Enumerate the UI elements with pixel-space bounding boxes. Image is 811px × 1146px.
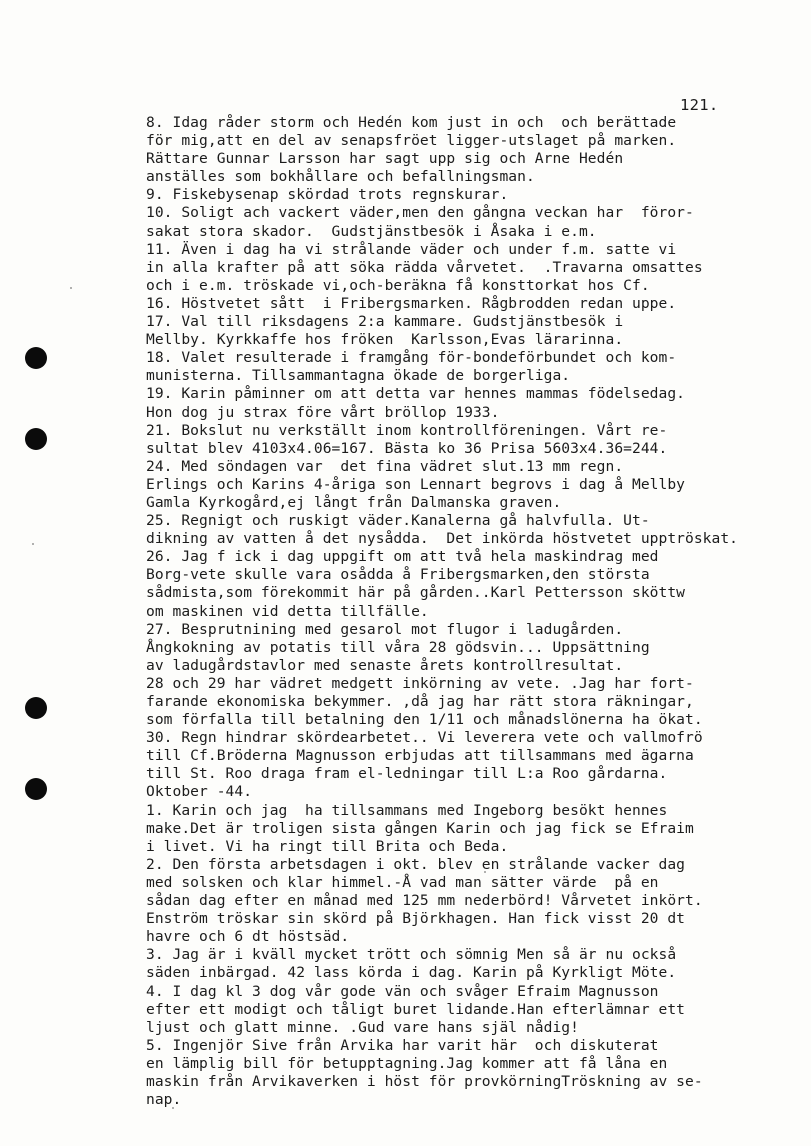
text-line: säden inbärgad. 42 lass körda i dag. Karin på Kyrkligt Möte.: [146, 964, 677, 982]
text-line: efter ett modigt och tåligt buret lidande.Han efterlämnar ett: [146, 1000, 686, 1018]
text-line: maskin från Arvikaverken i höst för provkörningTröskning av se-: [146, 1072, 703, 1090]
speck: [32, 543, 34, 545]
punch-hole: [25, 428, 47, 450]
text-line: 21. Bokslut nu verkställt inom kontrollföreningen. Vårt re-: [146, 421, 668, 439]
text-line: 27. Besprutnining med gesarol mot flugor i ladugården.: [146, 620, 624, 638]
text-line: 25. Regnigt och ruskigt väder.Kanalerna gå halvfulla. Ut-: [146, 512, 650, 530]
text-line: av ladugårdstavlor med senaste årets kontrollresultat.: [146, 656, 624, 674]
text-line: anställes som bokhållare och befallningsman.: [146, 168, 535, 186]
text-line: Ångkokning av potatis till våra 28 gödsvin... Uppsättning: [146, 638, 650, 656]
text-line: en lämplig bill för betupptagning.Jag kommer att få låna en: [146, 1054, 668, 1072]
page-number: 121.: [680, 96, 719, 114]
text-line: och i e.m. tröskade vi,och-beräkna få konsttorkat hos Cf.: [146, 276, 650, 294]
text-line: 16. Höstvetet sått i Fribergsmarken. Rågbrodden redan uppe.: [146, 294, 677, 312]
text-line: 11. Även i dag ha vi strålande väder och under f.m. satte vi: [146, 240, 677, 258]
text-line: som förfalla till betalning den 1/11 och månadslönerna ha ökat.: [146, 711, 703, 729]
text-line: farande ekonomiska bekymmer. ,då jag har rätt stora räkningar,: [146, 693, 694, 710]
text-line: 4. I dag kl 3 dog vår gode vän och svåger Efraim Magnusson: [146, 982, 659, 1000]
punch-hole: [25, 778, 47, 800]
text-line: till Cf.Bröderna Magnusson erbjudas att tillsammans med ägarna: [146, 747, 694, 765]
text-line: sakat stora skador. Gudstjänstbesök i Åsaka i e.m.: [146, 222, 597, 240]
text-line: om maskinen vid detta tillfälle.: [146, 602, 429, 620]
text-line: 1. Karin och jag ha tillsammans med Ingeborg besökt hennes: [146, 801, 668, 819]
text-line: sådmista,som förekommit här på gården..Karl Pettersson sköttw: [146, 584, 686, 602]
punch-hole: [25, 347, 47, 369]
text-line: Erlings och Karins 4-åriga son Lennart begrovs i dag å Mellby: [146, 475, 686, 493]
text-line: Borg-vete skulle vara osådda å Fribergsmarken,den största: [146, 566, 650, 584]
text-line: 28 och 29 har vädret medgett inkörning av vete. .Jag har fort-: [146, 674, 694, 692]
text-line: till St. Roo draga fram el-ledningar till L:a Roo gårdarna.: [146, 765, 668, 783]
text-line: dikning av vatten å det nysådda. Det inkörda höstvetet upptröskat.: [146, 530, 739, 548]
text-line: munisterna. Tillsammantagna ökade de borgerliga.: [146, 367, 571, 385]
text-line: 17. Val till riksdagens 2:a kammare. Gudstjänstbesök i: [146, 313, 624, 331]
text-line: för mig,att en del av senapsfröet ligger-utslaget på marken.: [146, 132, 677, 150]
text-line: in alla krafter på att söka rädda vårvetet. .Travarna omsattes: [146, 258, 703, 276]
text-line: 18. Valet resulterade i framgång för-bondeförbundet och kom-: [146, 349, 677, 367]
text-line: 10. Soligt ach vackert väder,men den gångna veckan har föror-: [146, 204, 694, 222]
text-line: Enström tröskar sin skörd på Björkhagen. Han fick visst 20 dt: [146, 910, 686, 928]
text-line: 5. Ingenjör Sive från Arvika har varit här och diskuterat: [146, 1036, 659, 1054]
text-line: Gamla Kyrkogård,ej långt från Dalmanska graven.: [146, 493, 562, 511]
speck: [70, 287, 72, 289]
text-line: Mellby. Kyrkkaffe hos fröken Karlsson,Evas lärarinna.: [146, 331, 624, 349]
text-line: 9. Fiskebysenap skördad trots regnskurar.: [146, 186, 509, 204]
text-line: med solsken och klar himmel.-Å vad man sätter värde på en: [146, 873, 659, 891]
text-line: ljust och glatt minne. .Gud vare hans själ nådig!: [146, 1018, 579, 1036]
text-line: i livet. Vi ha ringt till Brita och Beda.: [146, 837, 509, 855]
text-line: sådan dag efter en månad med 125 mm nederbörd! Vårvetet inkört.: [146, 892, 703, 910]
text-line: 26. Jag f ick i dag uppgift om att två hela maskindrag med: [146, 548, 659, 566]
text-line: sultat blev 4103x4.06=167. Bästa ko 36 Prisa 5603x4.36=244.: [146, 439, 668, 457]
text-line: nap.: [146, 1091, 182, 1109]
text-line: 24. Med söndagen var det fina vädret slut.13 mm regn.: [146, 457, 624, 475]
text-line: make.Det är troligen sista gången Karin och jag fick se Efraim: [146, 819, 694, 837]
text-line: Oktober -44.: [146, 783, 253, 801]
text-line: Rättare Gunnar Larsson har sagt upp sig och Arne Hedén: [146, 150, 624, 168]
text-line: 3. Jag är i kväll mycket trött och sömnig Men så är nu också: [146, 946, 677, 964]
text-line: havre och 6 dt höstsäd.: [146, 928, 350, 946]
diary-text: [146, 114, 806, 1109]
text-line: Hon dog ju strax före vårt bröllop 1933.: [146, 403, 500, 421]
text-line: 2. Den första arbetsdagen i okt. blev en strålande vacker dag: [146, 855, 686, 873]
text-line: 19. Karin påminner om att detta var hennes mammas födelsedag.: [146, 385, 686, 403]
text-line: 30. Regn hindrar skördearbetet.. Vi leverera vete och vallmofrö: [146, 729, 703, 747]
punch-hole: [25, 697, 47, 719]
text-line: 8. Idag råder storm och Hedén kom just in och och berättade: [146, 114, 677, 131]
